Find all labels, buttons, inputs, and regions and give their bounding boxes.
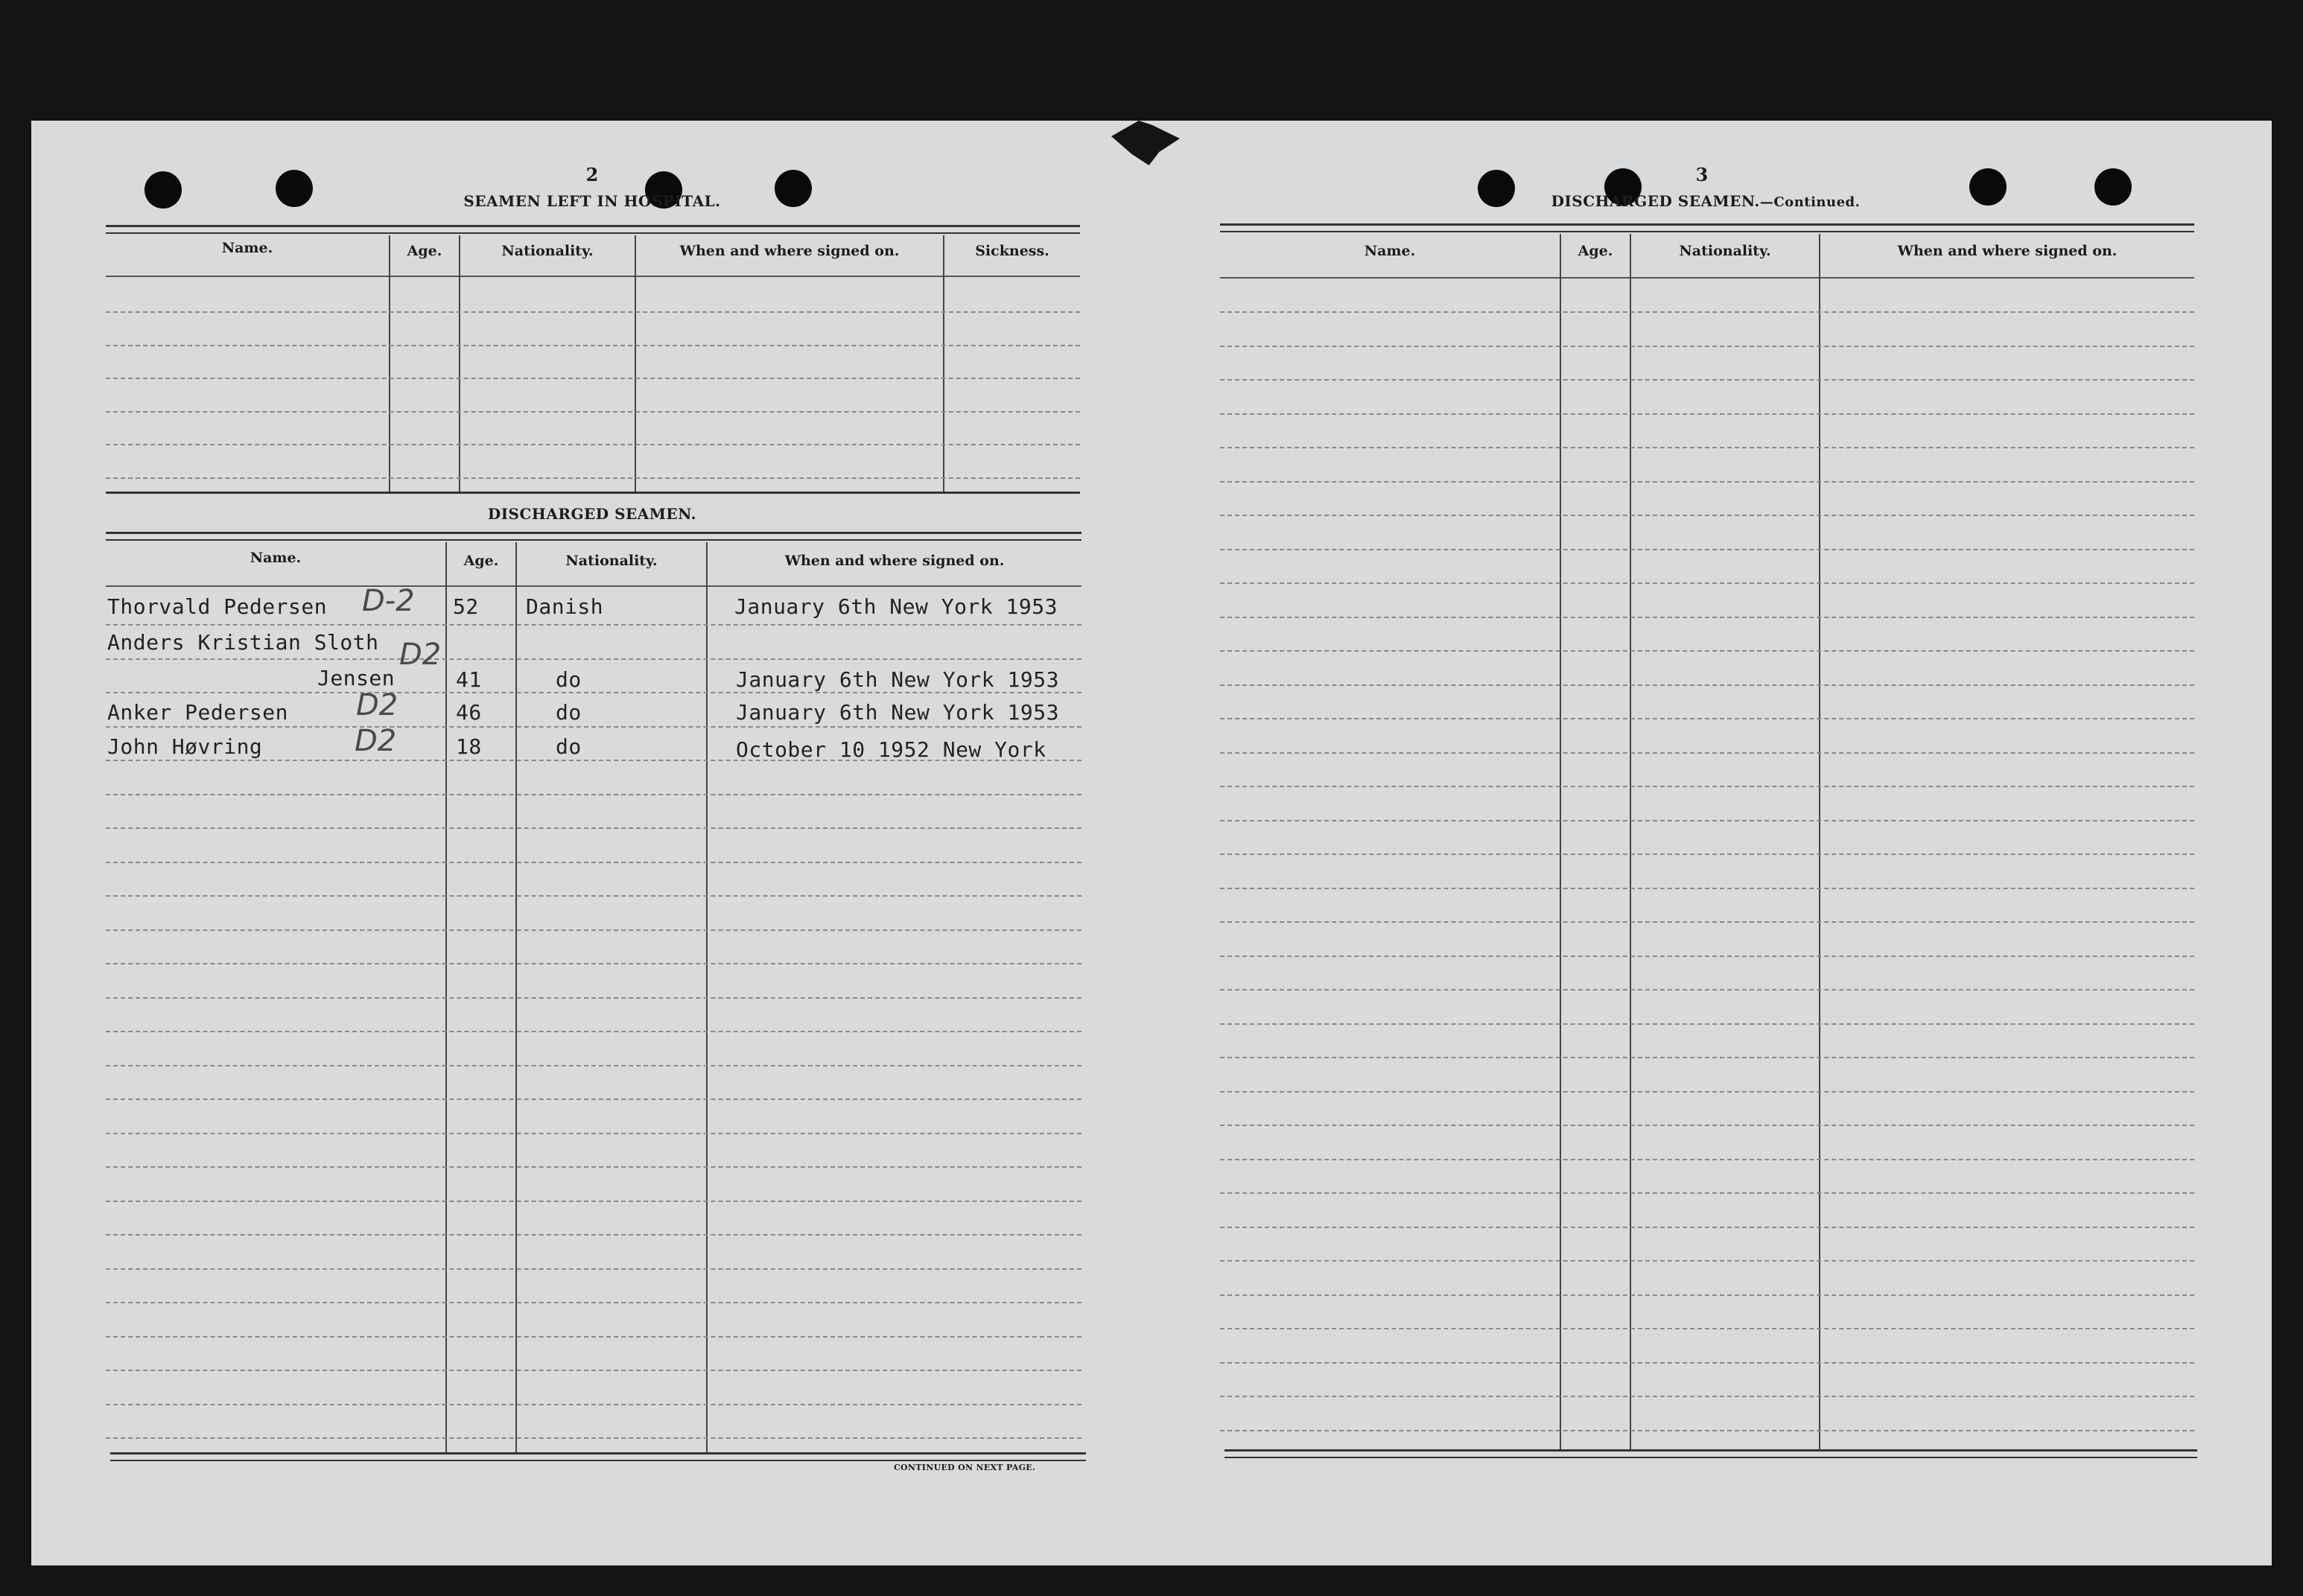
ruled-line	[1220, 989, 2194, 991]
entry-3-name: Anker Pedersen	[107, 700, 289, 725]
ruled-line	[1220, 921, 2194, 923]
discharged-col-signed-on: When and where signed on.	[784, 553, 1005, 569]
continued-footer: CONTINUED ON NEXT PAGE.	[894, 1463, 1036, 1472]
discharged-top-rule	[106, 532, 1081, 541]
right-header-rule	[1220, 277, 2194, 279]
ruled-line	[106, 929, 1081, 931]
ruled-line	[106, 1099, 1081, 1100]
right-section-title	[1415, 192, 1996, 210]
right-bottom-rule	[1224, 1449, 2197, 1458]
entry-1-nationality: Danish	[526, 594, 604, 619]
right-col-divider	[1630, 234, 1631, 1451]
entry-3-signed-on: January 6th New York 1953	[736, 700, 1059, 725]
ruled-line	[106, 411, 1080, 413]
discharged-col-nationality: Nationality.	[565, 553, 658, 569]
entry-4-mark: D2	[355, 724, 397, 758]
entry-2-age: 41	[456, 667, 482, 692]
ruled-line	[1220, 1192, 2194, 1194]
ruled-line	[1220, 515, 2194, 516]
ruled-line	[1220, 582, 2194, 584]
right-col-divider	[1560, 234, 1561, 1451]
ruled-line	[1220, 1057, 2194, 1058]
discharged-section-title: DISCHARGED SEAMEN.	[487, 505, 697, 523]
ruled-line	[106, 794, 1081, 795]
ruled-line	[106, 378, 1080, 379]
right-title-main: DISCHARGED SEAMEN.	[1551, 192, 1760, 210]
ruled-line	[106, 1133, 1081, 1134]
entry-4-age: 18	[456, 734, 482, 759]
ruled-line	[1220, 379, 2194, 381]
ruled-line	[1220, 786, 2194, 787]
ruled-line	[106, 1268, 1081, 1270]
ruled-line	[1220, 820, 2194, 821]
ruled-line	[106, 1404, 1081, 1405]
ruled-line	[1220, 853, 2194, 855]
ruled-line	[1220, 549, 2194, 550]
ruled-line	[106, 726, 1081, 728]
ruled-line	[1220, 447, 2194, 448]
hospital-col-divider	[943, 235, 944, 492]
ruled-line	[1220, 1430, 2194, 1431]
entry-3-age: 46	[456, 700, 482, 725]
ruled-line	[1220, 956, 2194, 957]
ruled-line	[1220, 1091, 2194, 1093]
ruled-line	[1220, 650, 2194, 652]
discharged-col-name: Name.	[250, 550, 302, 566]
hospital-col-divider	[635, 235, 636, 492]
entry-1-mark: D-2	[362, 584, 415, 618]
ruled-line	[106, 444, 1080, 445]
ruled-line	[106, 311, 1080, 313]
ruled-line	[1220, 346, 2194, 347]
ruled-line	[106, 997, 1081, 999]
entry-4-name: John Høvring	[107, 734, 263, 759]
entry-2-name-cont: Jensen	[317, 666, 396, 690]
ruled-line	[106, 624, 1081, 626]
ruled-line	[106, 692, 1081, 693]
hospital-bottom-rule	[106, 492, 1080, 494]
entry-1-age: 52	[453, 594, 479, 619]
ruled-line	[1220, 1396, 2194, 1397]
hospital-header-rule	[106, 276, 1080, 277]
ruled-line	[1220, 1023, 2194, 1025]
ruled-line	[1220, 888, 2194, 889]
entry-1-name: Thorvald Pedersen	[107, 594, 328, 619]
entry-2-signed-on: January 6th New York 1953	[736, 667, 1059, 692]
ruled-line	[106, 1201, 1081, 1202]
ruled-line	[1220, 1125, 2194, 1126]
ruled-line	[106, 963, 1081, 964]
ruled-line	[106, 827, 1081, 829]
document-paper	[31, 121, 2272, 1565]
entry-4-nationality: do	[556, 734, 582, 759]
ruled-line	[106, 1166, 1081, 1168]
hospital-col-age: Age.	[407, 243, 442, 259]
entry-2-mark: D2	[399, 638, 442, 672]
right-col-nationality: Nationality.	[1679, 243, 1771, 259]
right-col-signed-on: When and where signed on.	[1897, 243, 2118, 259]
hospital-col-name: Name.	[221, 240, 273, 256]
ruled-line	[1220, 311, 2194, 313]
ruled-line	[106, 658, 1081, 660]
ruled-line	[1220, 1227, 2194, 1228]
right-col-divider	[1819, 234, 1820, 1451]
ruled-line	[1220, 481, 2194, 483]
entry-2-name: Anders Kristian Sloth	[107, 630, 379, 655]
hospital-col-signed-on: When and where signed on.	[679, 243, 900, 259]
right-col-age: Age.	[1578, 243, 1613, 259]
ruled-line	[106, 1370, 1081, 1371]
ruled-line	[1220, 752, 2194, 754]
ruled-line	[106, 1302, 1081, 1303]
ruled-line	[106, 1336, 1081, 1338]
hospital-section-title: SEAMEN LEFT IN HOSPITAL.	[463, 192, 721, 210]
hospital-col-nationality: Nationality.	[501, 243, 594, 259]
ruled-line	[106, 1031, 1081, 1032]
ruled-line	[1220, 1362, 2194, 1364]
discharged-bottom-rule	[110, 1452, 1086, 1461]
ruled-line	[106, 1437, 1081, 1439]
entry-3-mark: D2	[356, 688, 398, 722]
ruled-line	[106, 1234, 1081, 1236]
discharged-header-rule	[106, 585, 1081, 587]
discharged-col-age: Age.	[463, 553, 499, 569]
entry-1-signed-on: January 6th New York 1953	[734, 594, 1058, 619]
ruled-line	[106, 862, 1081, 863]
ruled-line	[106, 895, 1081, 897]
punch-hole	[144, 171, 182, 209]
ruled-line	[1220, 1159, 2194, 1160]
ruled-line	[106, 1065, 1081, 1066]
ruled-line	[1220, 1328, 2194, 1329]
ruled-line	[1220, 1294, 2194, 1296]
entry-4-signed-on: October 10 1952 New York	[736, 737, 1046, 762]
ruled-line	[106, 477, 1080, 479]
right-col-name: Name.	[1364, 243, 1416, 259]
ruled-line	[1220, 1260, 2194, 1262]
punch-hole	[2094, 168, 2132, 206]
ruled-line	[1220, 413, 2194, 415]
hospital-col-divider	[389, 235, 390, 492]
ruled-line	[106, 345, 1080, 346]
page-number-right: 3	[1695, 164, 1709, 185]
hospital-col-sickness: Sickness.	[975, 243, 1049, 259]
right-title-sub: —Continued.	[1759, 194, 1861, 210]
entry-2-nationality: do	[556, 667, 582, 692]
ruled-line	[1220, 718, 2194, 719]
hospital-top-rule	[106, 225, 1080, 234]
punch-hole	[276, 170, 313, 207]
page-number-left: 2	[585, 164, 599, 185]
ruled-line	[1220, 684, 2194, 686]
entry-3-nationality: do	[556, 700, 582, 725]
ruled-line	[1220, 617, 2194, 618]
right-top-rule	[1220, 223, 2194, 232]
hospital-col-divider	[459, 235, 460, 492]
